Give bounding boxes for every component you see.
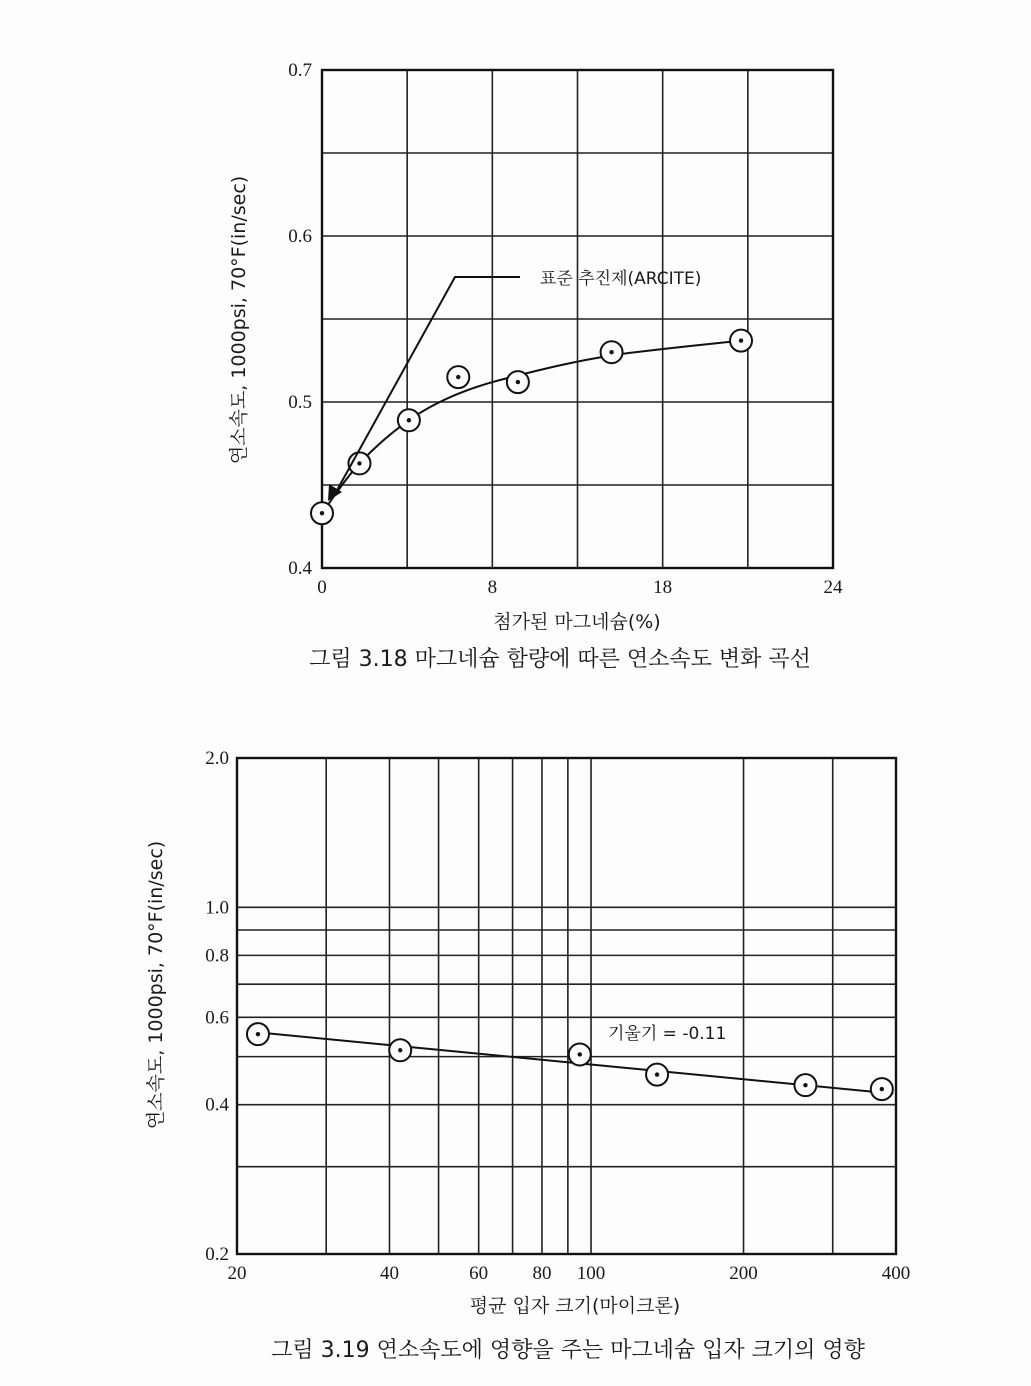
x-axis-label: 첨가된 마그네슘(%) [493, 611, 661, 633]
y-tick-label: 0.6 [205, 1007, 229, 1029]
x-tick-labels [317, 577, 843, 598]
data-point-5 [871, 1078, 893, 1100]
data-point-3 [447, 366, 469, 388]
data-point-4 [794, 1074, 816, 1096]
x-tick-label: 400 [881, 1263, 911, 1284]
series-curve [322, 341, 741, 514]
grid-lines [237, 758, 896, 1254]
data-point-5 [601, 341, 623, 363]
data-point-center [407, 418, 411, 422]
y-tick-label: 1.0 [205, 897, 229, 919]
annotation-slope: 기울기 = -0.11 [608, 1024, 727, 1044]
x-tick-label: 0 [317, 577, 327, 598]
data-point-4 [507, 371, 529, 393]
data-point-center [357, 461, 361, 465]
y-tick-labels [205, 748, 229, 1265]
data-point-center [578, 1052, 582, 1056]
figure-caption-3-19: 그림 3.19 연소속도에 영향을 주는 마그네슘 입자 크기의 영향 [271, 1338, 865, 1363]
annotation-standard-propellant: 표준 추진제(ARCITE) [540, 269, 702, 289]
data-point-center [880, 1087, 884, 1091]
x-tick-label: 100 [576, 1263, 606, 1284]
data-point-center [398, 1048, 402, 1052]
y-tick-labels [288, 60, 312, 579]
y-tick-label: 0.4 [205, 1094, 229, 1116]
chart-particle-size [145, 748, 910, 1363]
x-tick-label: 60 [469, 1263, 489, 1284]
y-tick-label: 2.0 [205, 748, 229, 769]
grid-lines [322, 70, 833, 568]
data-point-3 [646, 1064, 668, 1086]
data-point-center [320, 511, 324, 515]
y-tick-label: 0.4 [288, 558, 312, 579]
y-tick-label: 0.5 [288, 392, 312, 413]
x-tick-label: 8 [487, 577, 498, 598]
x-tick-label: 80 [532, 1263, 552, 1284]
data-point-6 [730, 330, 752, 352]
plot-frame [237, 758, 896, 1254]
x-tick-label: 200 [729, 1263, 758, 1284]
data-points [311, 330, 752, 525]
x-tick-label: 20 [227, 1263, 247, 1284]
data-point-1 [389, 1039, 411, 1061]
x-tick-label: 18 [653, 577, 673, 598]
data-point-0 [311, 502, 333, 524]
data-point-0 [247, 1023, 269, 1045]
chart-magnesium-content [228, 60, 843, 672]
data-point-2 [569, 1043, 591, 1065]
y-axis-label: 연소속도, 1000psi, 70°F(in/sec) [228, 175, 250, 465]
data-point-center [256, 1032, 260, 1036]
x-tick-labels [228, 1263, 911, 1284]
data-point-center [803, 1083, 807, 1087]
y-tick-label: 0.8 [205, 945, 229, 967]
data-point-2 [398, 409, 420, 431]
y-axis-label: 연소속도, 1000psi, 70°F(in/sec) [145, 840, 167, 1130]
data-point-center [456, 375, 460, 379]
data-point-center [516, 380, 520, 384]
y-tick-label: 0.2 [205, 1244, 229, 1265]
y-tick-label: 0.6 [288, 226, 312, 247]
x-tick-label: 24 [823, 577, 843, 598]
data-point-center [655, 1072, 659, 1076]
figure-caption-3-18: 그림 3.18 마그네슘 함량에 따른 연소속도 변화 곡선 [309, 647, 811, 672]
y-tick-label: 0.7 [288, 60, 312, 81]
x-axis-label: 평균 입자 크기(마이크론) [469, 1295, 681, 1317]
data-point-center [609, 350, 613, 354]
x-tick-label: 40 [379, 1263, 399, 1284]
data-point-center [739, 338, 743, 342]
